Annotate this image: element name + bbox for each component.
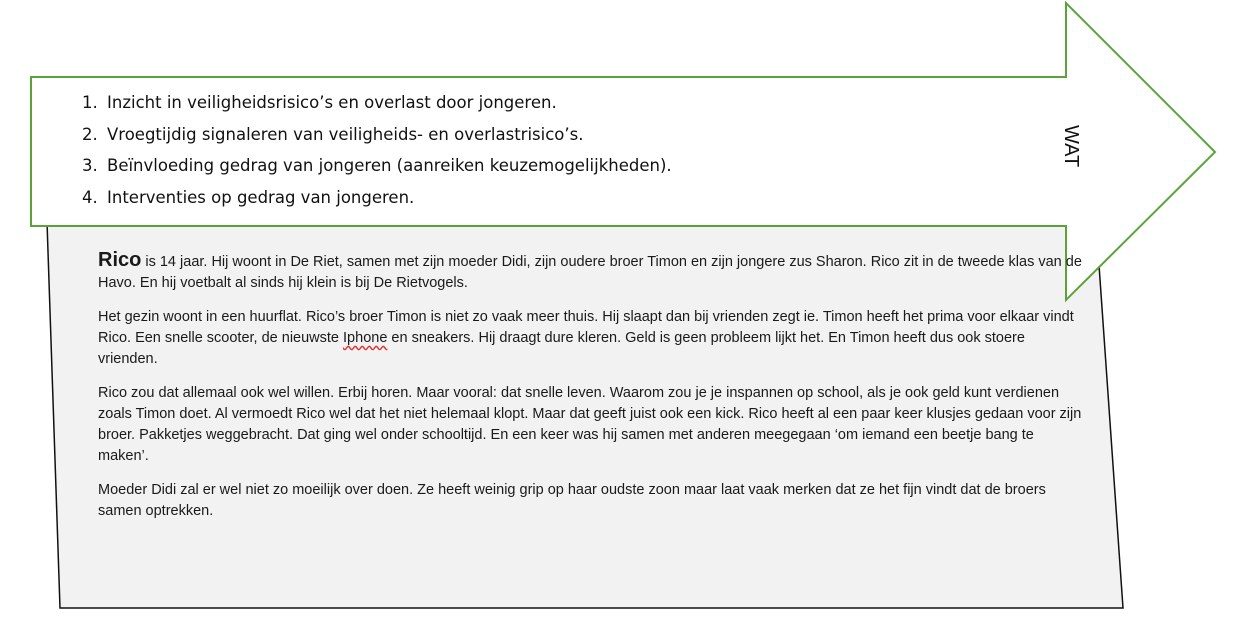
goal-list bbox=[60, 90, 1063, 216]
story-paragraph-1-text: is 14 jaar. Hij woont in De Riet, samen met zijn moeder Didi, zijn oudere broer Timon en zijn jongere zus Sharon. Rico zit in de tweede klas van de Havo. En hij voetbalt al sinds hij klein is bij De Rietvogels. bbox=[98, 254, 1082, 291]
goal-item-4: 4. Interventies op gedrag van jongeren. bbox=[103, 185, 1063, 217]
story-paragraph-2 bbox=[98, 307, 1088, 370]
story-text bbox=[98, 250, 1088, 535]
story-paragraph-4: Moeder Didi zal er wel niet zo moeilijk over doen. Ze heeft weinig grip op haar oudste zoon maar laat vaak merken dat ze het fijn vindt dat de broers samen optrekken. bbox=[98, 482, 1046, 519]
goal-item-2: 2. Vroegtijdig signaleren van veiligheids- en overlastrisico’s. bbox=[103, 122, 1063, 154]
spellcheck-flagged-word: Iphone bbox=[343, 330, 388, 346]
arrow-label: WAT bbox=[1060, 125, 1082, 168]
story-paragraph-3: Rico zou dat allemaal ook wel willen. Erbij horen. Maar vooral: dat snelle leven. Waarom zou je je inspannen op school, als je ook geld kunt verdienen zoals Timon doet. Al vermoedt Rico wel dat het niet helemaal klopt. Maar dat geeft juist ook een kick. Rico heeft al een paar keer klusjes gedaan voor zijn broer. Pakketjes weggebracht. Dat ging wel onder schooltijd. En een keer was hij samen met anderen meegegaan ‘om iemand een beetje bang te maken’. bbox=[98, 385, 1082, 464]
story-name: Rico bbox=[98, 249, 142, 271]
goal-item-3: 3. Beïnvloeding gedrag van jongeren (aanreiken keuzemogelijkheden). bbox=[103, 153, 1063, 185]
story-paragraph-2-start: Het gezin woont in een huurflat. Rico’s broer Timon is niet zo vaak meer thuis. Hij slaapt dan bij vrienden zegt ie. Timon heeft het prima voor elkaar vindt Rico. Een snelle scooter, de nieuwste bbox=[98, 309, 1074, 346]
story-paragraph-1 bbox=[98, 250, 1088, 294]
goal-item-1: 1. Inzicht in veiligheidsrisico’s en overlast door jongeren. bbox=[103, 90, 1063, 122]
story-paragraph-2-end: en sneakers. Hij draagt dure kleren. Geld is geen probleem lijkt het. En Timon heeft dus ook stoere vrienden. bbox=[98, 330, 1025, 367]
